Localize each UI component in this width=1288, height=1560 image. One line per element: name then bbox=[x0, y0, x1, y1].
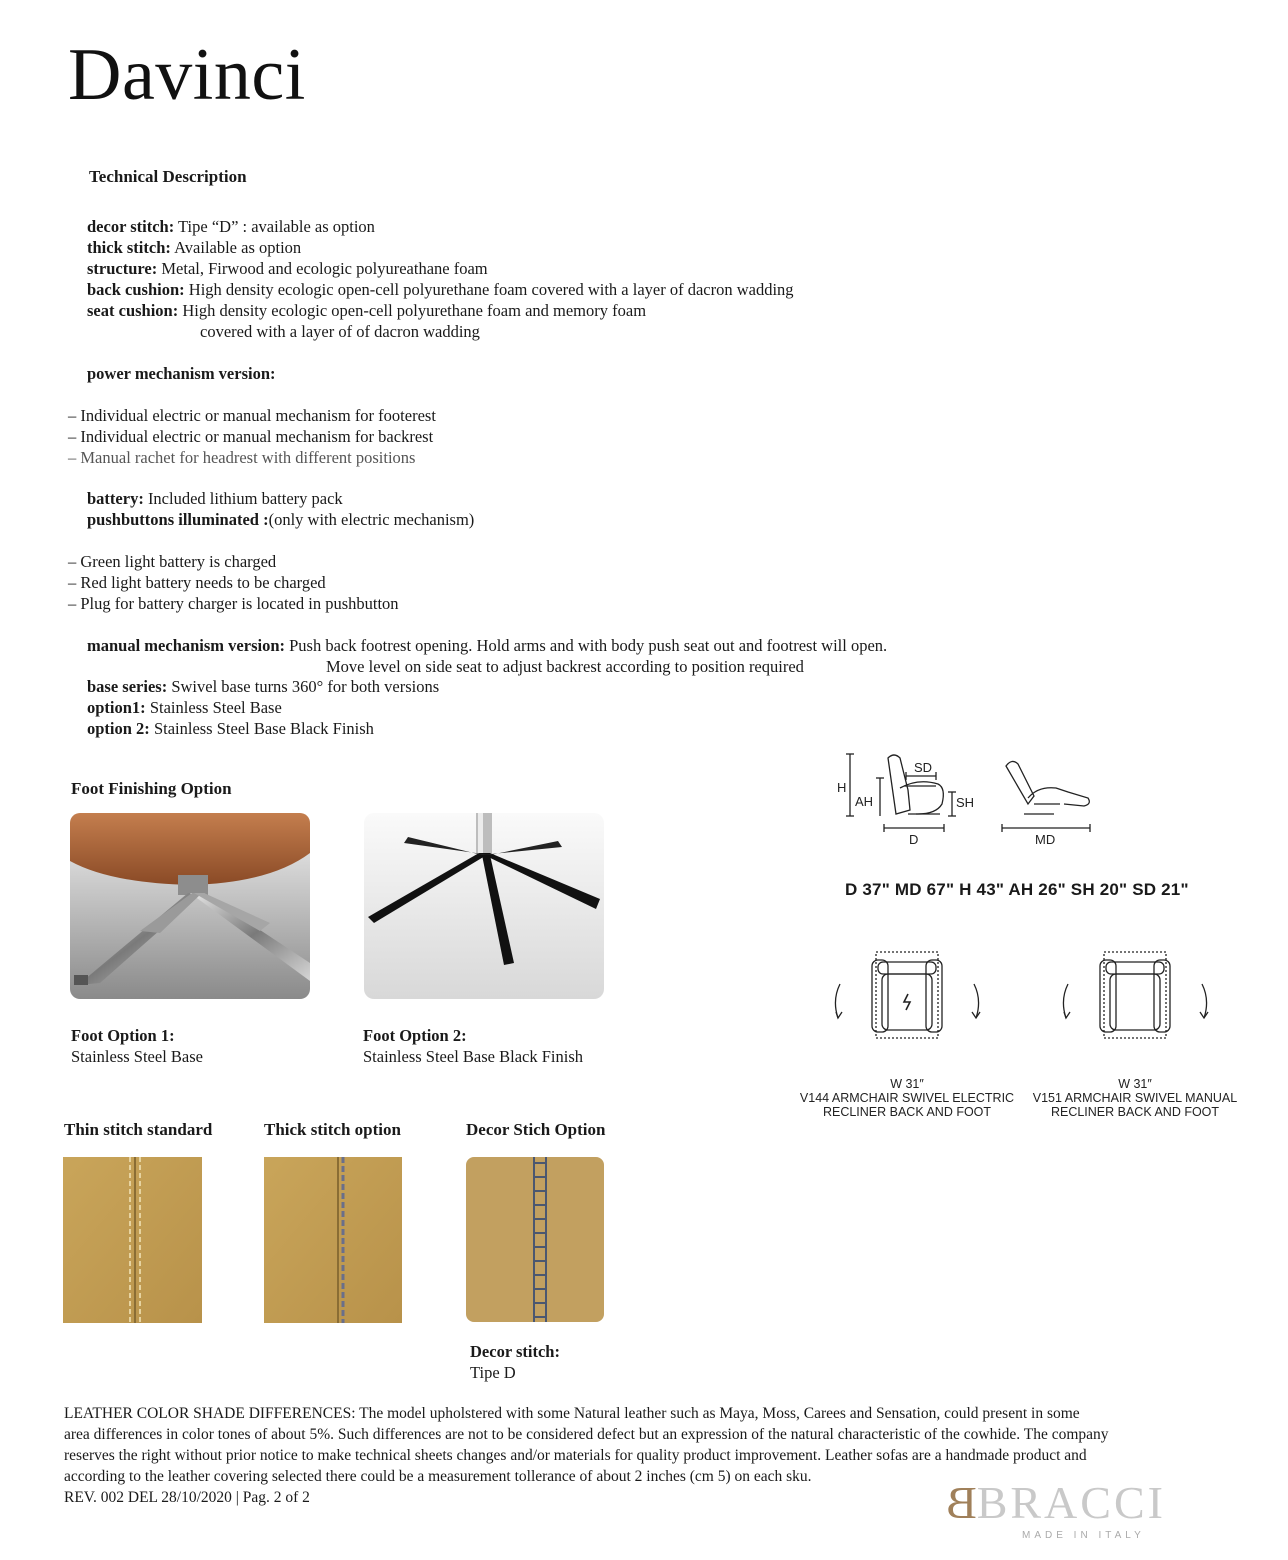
spec-label: pushbuttons illuminated : bbox=[87, 510, 269, 529]
decor-caption-title: Decor stitch: bbox=[470, 1342, 560, 1361]
power-item: – Individual electric or manual mechanism for footerest bbox=[68, 406, 436, 425]
spec-thick-stitch bbox=[87, 237, 301, 258]
spec-value: Included lithium battery pack bbox=[147, 489, 343, 508]
spec-seat-cushion bbox=[87, 300, 646, 321]
black-base-image bbox=[364, 813, 604, 999]
spec-label: thick stitch: bbox=[87, 238, 171, 257]
spec-label: battery: bbox=[87, 489, 144, 508]
thin-stitch-heading: Thin stitch standard bbox=[64, 1120, 213, 1139]
spec-value: Metal, Firwood and ecologic polyureathane foam bbox=[161, 259, 488, 278]
spec-decor-stitch bbox=[87, 216, 375, 237]
spec-label: power mechanism version: bbox=[87, 364, 276, 383]
light-item: – Plug for battery charger is located in pushbutton bbox=[68, 594, 399, 613]
model1-width: W 31″ bbox=[890, 1077, 924, 1091]
spec-value: Tipe “D” : available as option bbox=[178, 217, 375, 236]
spec-label: option1: bbox=[87, 698, 146, 717]
spec-manual-mechanism bbox=[87, 635, 887, 656]
decor-caption-value: Tipe D bbox=[470, 1363, 516, 1382]
spec-value: Stainless Steel Base bbox=[149, 698, 282, 717]
dimension-diagram bbox=[828, 748, 1108, 852]
disclaimer-line: LEATHER COLOR SHADE DIFFERENCES: The model upholstered with some Natural leather such as Maya, Moss, Carees and Sensation, could present in some bbox=[64, 1405, 1080, 1422]
chrome-base-image bbox=[70, 813, 310, 999]
decor-stitch-caption bbox=[470, 1341, 560, 1383]
power-item: – Manual rachet for headrest with different positions bbox=[68, 448, 416, 467]
disclaimer-line: area differences in color tones of about 5%. Such differences are not to be considered defect but an expression of the natural characteristic of the cowhide. The company bbox=[64, 1426, 1109, 1443]
foot-option-1-photo bbox=[70, 813, 310, 999]
logo-mirrored-b-icon: B bbox=[946, 1477, 977, 1528]
recliner-side-view-diagram bbox=[828, 748, 1108, 852]
model1-line1: V144 ARMCHAIR SWIVEL ELECTRIC bbox=[799, 1091, 1015, 1105]
thick-stitch-image bbox=[264, 1157, 402, 1323]
label-d: D bbox=[909, 832, 919, 847]
label-ah: AH bbox=[855, 794, 874, 809]
spec-pushbuttons bbox=[87, 509, 474, 530]
label-h: H bbox=[837, 780, 847, 795]
spec-value: High density ecologic open-cell polyurethane foam and memory foam bbox=[182, 301, 647, 320]
light-item: – Red light battery needs to be charged bbox=[68, 573, 326, 592]
spec-value: (only with electric mechanism) bbox=[268, 510, 475, 529]
foot-option-1-caption bbox=[71, 1025, 203, 1067]
model2-caption bbox=[1024, 1077, 1246, 1119]
spec-option1 bbox=[87, 697, 282, 718]
thick-stitch-heading: Thick stitch option bbox=[264, 1120, 401, 1139]
spec-manual-mechanism-continued: Move level on side seat to adjust backrest according to position required bbox=[326, 657, 804, 676]
power-mechanism-heading bbox=[87, 363, 276, 384]
technical-description-heading: Technical Description bbox=[89, 167, 247, 186]
logo-tagline: MADE IN ITALY bbox=[1022, 1530, 1145, 1541]
page-title: Davinci bbox=[68, 34, 306, 116]
model2-line2: RECLINER BACK AND FOOT bbox=[1050, 1105, 1220, 1119]
logo-name: BRACCI bbox=[976, 1477, 1166, 1528]
disclaimer-line: reserves the right without prior notice to make technical sheets changes and/or materials for quality product improvement. Leather sofas are a handmade product and bbox=[64, 1447, 1087, 1464]
decor-stitch-image bbox=[466, 1157, 604, 1322]
thin-stitch-image bbox=[63, 1157, 202, 1323]
decor-stitch-swatch bbox=[466, 1157, 604, 1322]
thick-stitch-swatch bbox=[264, 1157, 402, 1323]
model2-line1: V151 ARMCHAIR SWIVEL MANUAL bbox=[1032, 1091, 1238, 1105]
disclaimer-line: according to the leather covering selected there could be a measurement tollerance of about 2 inches (cm 5) on each sku. bbox=[64, 1468, 812, 1485]
armchair-top-view-manual bbox=[1054, 948, 1220, 1042]
model1-line2: RECLINER BACK AND FOOT bbox=[822, 1105, 992, 1119]
armchair-top-view-electric bbox=[826, 948, 992, 1042]
foot-option-title: Foot Option 1: bbox=[71, 1026, 175, 1045]
foot-finishing-heading: Foot Finishing Option bbox=[71, 779, 232, 798]
spec-value: High density ecologic open-cell polyurethane foam covered with a layer of dacron wadding bbox=[188, 280, 794, 299]
label-sh: SH bbox=[956, 795, 975, 810]
spec-seat-cushion-continued: covered with a layer of of dacron wadding bbox=[200, 322, 480, 341]
spec-value: Stainless Steel Base Black Finish bbox=[153, 719, 374, 738]
spec-back-cushion bbox=[87, 279, 794, 300]
foot-option-desc: Stainless Steel Base Black Finish bbox=[363, 1047, 583, 1066]
foot-option-2-caption bbox=[363, 1025, 583, 1067]
power-item: – Individual electric or manual mechanism for backrest bbox=[68, 427, 434, 446]
spec-value: Push back footrest opening. Hold arms and with body push seat out and footrest will open. bbox=[289, 636, 888, 655]
light-item: – Green light battery is charged bbox=[68, 552, 277, 571]
logo-wordmark bbox=[946, 1477, 1166, 1528]
spec-battery bbox=[87, 488, 343, 509]
foot-option-title: Foot Option 2: bbox=[363, 1026, 467, 1045]
spec-label: structure: bbox=[87, 259, 158, 278]
foot-option-desc: Stainless Steel Base bbox=[71, 1047, 203, 1066]
spec-label: option 2: bbox=[87, 719, 150, 738]
dimensions-summary: D 37" MD 67" H 43" AH 26" SH 20" SD 21" bbox=[845, 880, 1189, 899]
model1-top-view bbox=[826, 948, 992, 1042]
spec-base-series bbox=[87, 676, 439, 697]
spec-value: Available as option bbox=[174, 238, 302, 257]
model2-width: W 31″ bbox=[1118, 1077, 1152, 1091]
spec-label: base series: bbox=[87, 677, 168, 696]
thin-stitch-swatch bbox=[63, 1157, 202, 1323]
spec-value: Swivel base turns 360° for both versions bbox=[171, 677, 440, 696]
spec-label: manual mechanism version: bbox=[87, 636, 285, 655]
spec-structure bbox=[87, 258, 488, 279]
revision-info: REV. 002 DEL 28/10/2020 | Pag. 2 of 2 bbox=[64, 1489, 310, 1506]
label-sd: SD bbox=[914, 760, 933, 775]
bracci-logo bbox=[946, 1477, 1236, 1544]
spec-label: decor stitch: bbox=[87, 217, 175, 236]
spec-label: seat cushion: bbox=[87, 301, 179, 320]
spec-label: back cushion: bbox=[87, 280, 185, 299]
decor-stitch-heading: Decor Stich Option bbox=[466, 1120, 606, 1139]
spec-option2 bbox=[87, 718, 374, 739]
foot-option-2-photo bbox=[364, 813, 604, 999]
model1-caption bbox=[796, 1077, 1018, 1119]
label-md: MD bbox=[1035, 832, 1056, 847]
model2-top-view bbox=[1054, 948, 1220, 1042]
